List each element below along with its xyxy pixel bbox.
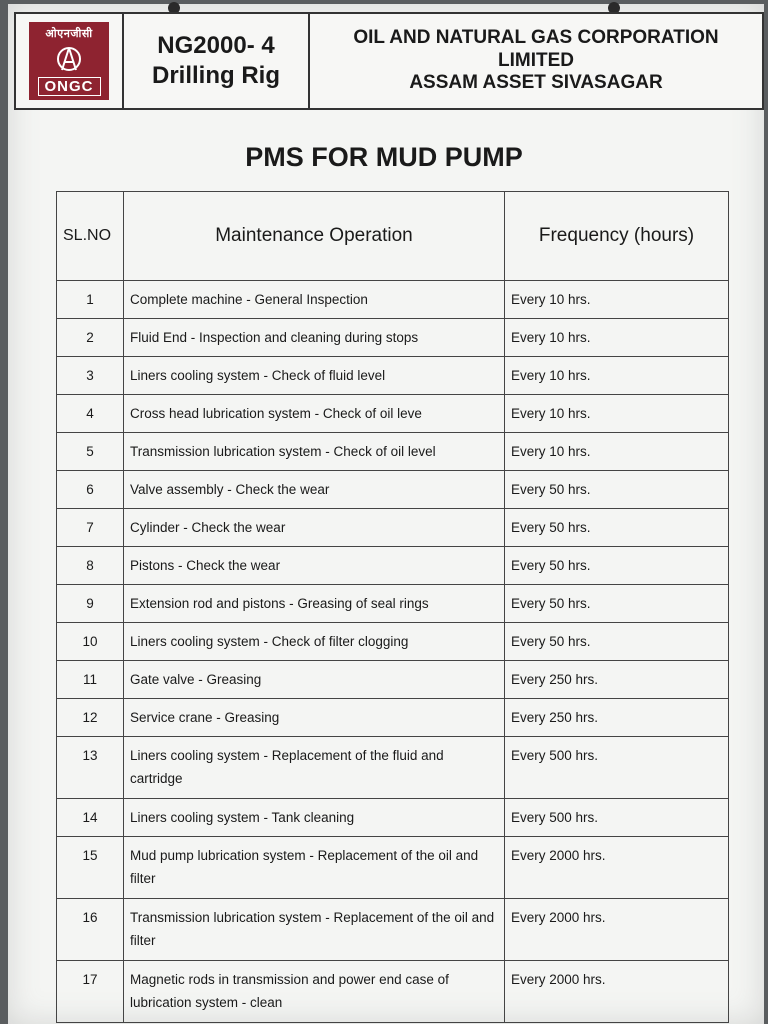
table-row — [57, 661, 729, 699]
row-number: 11 — [57, 661, 124, 699]
row-number: 2 — [57, 319, 124, 357]
row-number: 17 — [57, 961, 124, 1023]
row-frequency: Every 10 hrs. — [505, 395, 729, 433]
logo-cell — [16, 14, 124, 108]
row-frequency: Every 250 hrs. — [505, 699, 729, 737]
ongc-logo — [29, 22, 109, 100]
table-row — [57, 961, 729, 1023]
column-header-sl: SL.NO — [57, 192, 124, 281]
row-frequency: Every 500 hrs. — [505, 737, 729, 799]
table-row — [57, 509, 729, 547]
row-operation: Liners cooling system - Replacement of the fluid and cartridge — [124, 737, 505, 799]
org-line-3: ASSAM ASSET SIVASAGAR — [409, 72, 663, 94]
row-number: 9 — [57, 585, 124, 623]
table-row — [57, 623, 729, 661]
table-row — [57, 699, 729, 737]
rig-id: NG2000- 4 — [157, 32, 275, 59]
organization-name — [310, 14, 762, 108]
table-row — [57, 837, 729, 899]
row-frequency: Every 10 hrs. — [505, 281, 729, 319]
table-row — [57, 585, 729, 623]
page-title: PMS FOR MUD PUMP — [245, 142, 523, 172]
row-operation: Magnetic rods in transmission and power end case of lubrication system - clean — [124, 961, 505, 1023]
row-operation: Transmission lubrication system - Check of oil level — [124, 433, 505, 471]
row-operation: Valve assembly - Check the wear — [124, 471, 505, 509]
row-operation: Mud pump lubrication system - Replacement of the oil and filter — [124, 837, 505, 899]
row-frequency: Every 10 hrs. — [505, 433, 729, 471]
row-operation: Liners cooling system - Tank cleaning — [124, 799, 505, 837]
org-line-2: LIMITED — [498, 49, 574, 71]
row-frequency: Every 10 hrs. — [505, 357, 729, 395]
row-operation: Liners cooling system - Check of fluid level — [124, 357, 505, 395]
table-row — [57, 395, 729, 433]
row-operation: Liners cooling system - Check of filter clogging — [124, 623, 505, 661]
row-number: 14 — [57, 799, 124, 837]
row-frequency: Every 250 hrs. — [505, 661, 729, 699]
row-operation: Complete machine - General Inspection — [124, 281, 505, 319]
logo-hindi-text: ओएनजीसी — [45, 28, 93, 40]
table-row — [57, 471, 729, 509]
row-frequency: Every 50 hrs. — [505, 471, 729, 509]
row-operation: Gate valve - Greasing — [124, 661, 505, 699]
rig-name — [124, 14, 310, 108]
row-frequency: Every 500 hrs. — [505, 799, 729, 837]
row-number: 16 — [57, 899, 124, 961]
header-box — [14, 12, 764, 110]
table-row — [57, 737, 729, 799]
row-frequency: Every 50 hrs. — [505, 509, 729, 547]
row-operation: Pistons - Check the wear — [124, 547, 505, 585]
row-number: 4 — [57, 395, 124, 433]
table-row — [57, 281, 729, 319]
row-frequency: Every 2000 hrs. — [505, 837, 729, 899]
rig-type: Drilling Rig — [152, 62, 280, 89]
row-number: 3 — [57, 357, 124, 395]
row-number: 12 — [57, 699, 124, 737]
row-operation: Cross head lubrication system - Check of oil leve — [124, 395, 505, 433]
row-number: 7 — [57, 509, 124, 547]
oil-rig-icon — [51, 46, 87, 72]
table-row — [57, 547, 729, 585]
row-number: 1 — [57, 281, 124, 319]
table-row — [57, 433, 729, 471]
row-frequency: Every 50 hrs. — [505, 585, 729, 623]
table-row — [57, 799, 729, 837]
row-frequency: Every 10 hrs. — [505, 319, 729, 357]
column-header-frequency: Frequency (hours) — [505, 192, 729, 281]
row-operation: Service crane - Greasing — [124, 699, 505, 737]
row-number: 5 — [57, 433, 124, 471]
table-row — [57, 357, 729, 395]
row-frequency: Every 2000 hrs. — [505, 961, 729, 1023]
table-row — [57, 899, 729, 961]
row-number: 8 — [57, 547, 124, 585]
org-line-1: OIL AND NATURAL GAS CORPORATION — [353, 26, 719, 48]
row-number: 6 — [57, 471, 124, 509]
maintenance-table — [56, 191, 729, 1023]
row-number: 13 — [57, 737, 124, 799]
row-number: 15 — [57, 837, 124, 899]
logo-text: ONGC — [38, 77, 101, 96]
table-header-row — [57, 192, 729, 281]
row-frequency: Every 2000 hrs. — [505, 899, 729, 961]
row-number: 10 — [57, 623, 124, 661]
column-header-operation: Maintenance Operation — [124, 192, 505, 281]
row-operation: Extension rod and pistons - Greasing of seal rings — [124, 585, 505, 623]
row-frequency: Every 50 hrs. — [505, 547, 729, 585]
row-frequency: Every 50 hrs. — [505, 623, 729, 661]
table-row — [57, 319, 729, 357]
row-operation: Transmission lubrication system - Replacement of the oil and filter — [124, 899, 505, 961]
row-operation: Fluid End - Inspection and cleaning during stops — [124, 319, 505, 357]
row-operation: Cylinder - Check the wear — [124, 509, 505, 547]
